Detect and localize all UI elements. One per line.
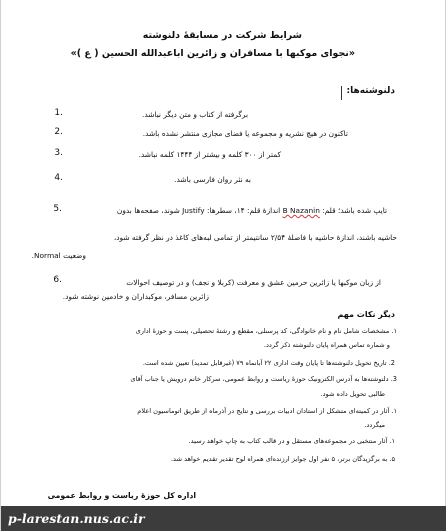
site-watermark: p-larestan.nus.ac.ir xyxy=(8,511,145,526)
section-heading: دلنوشته‌ها: xyxy=(346,86,395,96)
item6-line2: زائرین مسافر، موکبداران و خادمین نوشته شود. xyxy=(62,292,209,301)
note-line: و شماره تماس همراه پایان دلنوشته ذکر گردد. xyxy=(263,341,390,349)
item5-line1 xyxy=(117,206,387,215)
item5-line3: وضعیت Normal. xyxy=(31,251,86,260)
item-number: 1. xyxy=(54,108,63,118)
note-line: ۱. آثار در کمیته‌ای متشکل از استادان ادبیات بررسی و نتایج در آذرماه از طریق اتوماسیون اعلام xyxy=(137,407,397,415)
note-line: ۵. به برگزیدگان برتر، ۵ نفر اول جوایز ارزنده‌ای همراه لوح تقدیر تقدیم خواهد شد. xyxy=(170,455,395,463)
list-item: به نثر روان فارسی باشد. xyxy=(174,175,251,184)
item-number: 6. xyxy=(53,275,62,285)
note-line: 2. تاریخ تحویل دلنوشته‌ها تا پایان وقت اداری ۲۲ آبانماه ۷۹ (غیرقابل تمدید) تعیین شده است. xyxy=(142,359,395,367)
item-number: 5. xyxy=(53,204,62,214)
item5-text-b: اندازهٔ قلم: ۱۴، سطرها: Justify شوند، صفحه‌ها بدون xyxy=(116,206,281,215)
item5-text-a: تایپ شده باشد؛ قلم: xyxy=(322,206,387,215)
font-name: B Nazanin xyxy=(282,206,320,215)
item-number: 2. xyxy=(54,127,63,137)
item-number: 4. xyxy=(54,173,63,183)
list-item: کمتر از ۳۰۰ کلمه و بیشتر از ۱۴۴۴ کلمه نباشد. xyxy=(138,150,281,159)
note-line: ۱. آثار منتخبی در مجموعه‌های مستقل و در قالب کتاب به چاپ خواهد رسید. xyxy=(188,437,395,445)
notes-heading: دیگر نکات مهم xyxy=(337,310,395,319)
list-item: تاکنون در هیچ نشریه و مجموعه یا فضای مجازی منتشر نشده باشد. xyxy=(142,129,348,138)
item-number: 3. xyxy=(54,148,63,158)
document-subtitle: «نجوای موکبها با مسافران و زائرین اباعبدالله الحسین ( ع )» xyxy=(70,48,355,59)
note-line: طالبی تحویل داده شود. xyxy=(320,390,385,398)
list-item: برگرفته از کتاب و متن دیگر نباشد. xyxy=(142,110,248,119)
note-line: 3. دلنوشته‌ها به آدرس الکترونیک حوزهٔ ریاست و روابط عمومی، سرکار خانم درویش یا جناب آقای xyxy=(130,375,397,383)
item6-line1: از زبان موکبها یا زائرین حرمین عشق و معرفت (کربلا و نجف) و در توصیف احوالات xyxy=(126,278,381,287)
text-cursor xyxy=(341,86,342,100)
signature: اداره کل حوزهٔ ریاست و روابط عمومی xyxy=(47,491,196,500)
document-title: شرایط شرکت در مسابقهٔ دلنوشته xyxy=(142,30,302,41)
note-line: ۱. مشخصات شامل نام و نام خانوادگی، کد پرسنلی، مقطع و رشتهٔ تحصیلی، پست و حوزهٔ اداری xyxy=(135,327,397,335)
item5-line2: حاشیه باشند، اندازهٔ حاشیه با فاصلهٔ ۲/۵۴ سانتیمتر از تمامی لبه‌های کاغذ در نظر گرفته شود، xyxy=(113,233,397,242)
note-line: میگردد. xyxy=(364,421,385,429)
